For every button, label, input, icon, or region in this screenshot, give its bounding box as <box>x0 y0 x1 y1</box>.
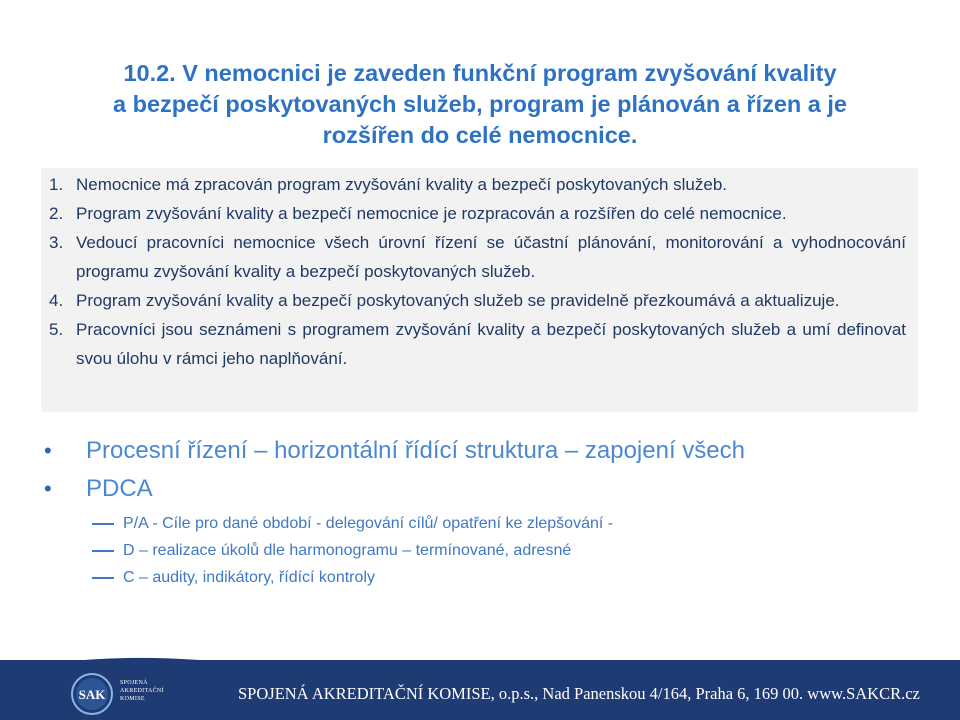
pdca-item-text: C – audity, indikátory, řídící kontroly <box>123 569 375 586</box>
criteria-box <box>41 168 918 412</box>
logo-line-3: KOMISE <box>120 696 145 702</box>
criteria-item <box>49 199 906 228</box>
criteria-number: 4. <box>49 291 64 310</box>
criteria-text: Nemocnice má zpracován program zvyšování kvality a bezpečí poskytovaných služeb. <box>76 175 728 194</box>
logo-line-2: AKREDITAČNÍ <box>120 688 164 694</box>
pdca-item <box>40 510 920 537</box>
criteria-item <box>49 170 906 199</box>
criteria-item <box>49 228 906 286</box>
criteria-item <box>49 286 906 315</box>
dash-icon <box>40 510 123 537</box>
bullet-list <box>40 432 920 508</box>
pdca-sublist <box>40 510 920 591</box>
criteria-text: Pracovníci jsou seznámeni s programem zvyšování kvality a bezpečí poskytovaných služeb a umí definovat svou úlohu v rámci jeho naplňování. <box>76 320 906 368</box>
logo-wordmark <box>120 679 164 703</box>
dash-icon <box>40 537 123 564</box>
dash-icon <box>40 564 123 591</box>
criteria-text: Program zvyšování kvality a bezpečí poskytovaných služeb se pravidelně přezkoumává a aktualizuje. <box>76 291 840 310</box>
title-line-3: rozšířen do celé nemocnice. <box>322 122 638 148</box>
criteria-number: 5. <box>49 320 64 339</box>
criteria-text: Program zvyšování kvality a bezpečí nemocnice je rozpracován a rozšířen do celé nemocnice. <box>76 204 787 223</box>
pdca-item-text: P/A - Cíle pro dané období - delegování cílů/ opatření ke zlepšování - <box>123 515 614 532</box>
bullet-dot-icon: • <box>44 438 52 463</box>
criteria-number: 3. <box>49 233 64 252</box>
sak-logo-icon <box>70 672 114 716</box>
bullet-item <box>40 470 920 508</box>
title-line-2: a bezpečí poskytovaných služeb, program je plánován a řízen a je <box>113 91 847 117</box>
criteria-list <box>41 168 918 373</box>
pdca-item <box>40 537 920 564</box>
bullet-text: PDCA <box>86 475 153 502</box>
criteria-text: Vedoucí pracovníci nemocnice všech úrovní řízení se účastní plánování, monitorování a vyhodnocování programu zvyšování kvality a bezpečí poskytovaných služeb. <box>76 233 906 281</box>
criteria-item <box>49 315 906 373</box>
logo-line-1: SPOJENÁ <box>120 680 148 686</box>
criteria-number: 2. <box>49 204 64 223</box>
bullet-dot-icon: • <box>44 476 52 501</box>
footer-contact: SPOJENÁ AKREDITAČNÍ KOMISE, o.p.s., Nad Panenskou 4/164, Praha 6, 169 00. www.SAKCR.cz <box>238 684 920 703</box>
slide-title <box>40 58 920 151</box>
bullet-item <box>40 432 920 470</box>
logo-mark-text: SAK <box>78 687 106 702</box>
bullet-text: Procesní řízení – horizontální řídící struktura – zapojení všech <box>86 437 745 464</box>
pdca-item-text: D – realizace úkolů dle harmonogramu – termínované, adresné <box>123 542 572 559</box>
pdca-item <box>40 564 920 591</box>
criteria-number: 1. <box>49 175 64 194</box>
title-line-1: 10.2. V nemocnici je zaveden funkční program zvyšování kvality <box>123 60 837 86</box>
